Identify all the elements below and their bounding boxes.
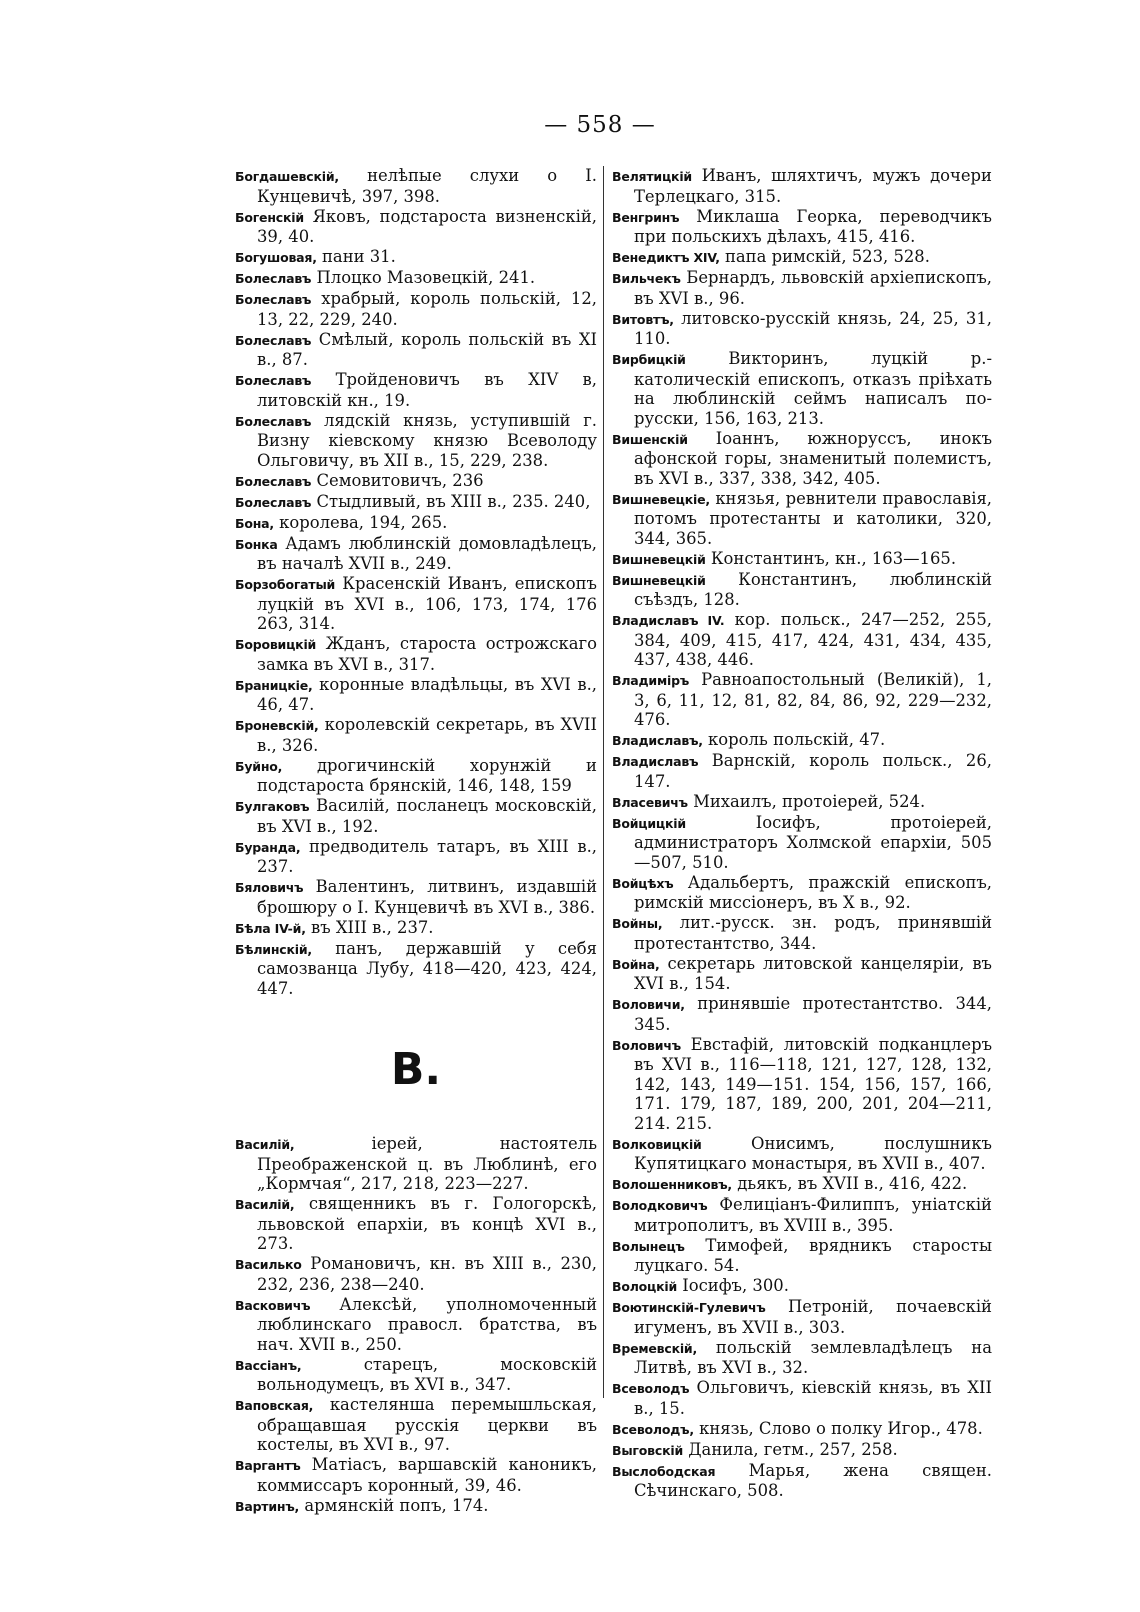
index-entry (612, 247, 992, 268)
entry-headword: Борзобогатый (235, 577, 336, 592)
index-entry (612, 166, 992, 206)
entry-text: Красенскій Иванъ, епископъ луцкій въ XVI в., 106, 173, 174, 176 263, 314. (257, 574, 597, 633)
entry-headword: Волынецъ (612, 1238, 685, 1254)
entry-text: лит.-русск. зн. родъ, принявшій протестантство, 344. (634, 913, 992, 953)
entry-headword: Бяловичъ (235, 880, 304, 895)
entry-text: дьякъ, въ XVII в., 416, 422. (737, 1174, 968, 1193)
index-entry (235, 634, 597, 674)
entry-headword: Бѣла IV-й, (235, 920, 306, 936)
entry-headword: Власевичъ (612, 794, 688, 810)
index-entry (235, 1455, 597, 1495)
entry-text: Алексѣй, уполномоченный люблинскаго правосл. братства, въ нач. XVII в., 250. (257, 1294, 597, 1354)
entry-text: Константинъ, кн., 163—165. (710, 548, 957, 568)
entry-headword: Владиславъ IV. (612, 613, 725, 628)
index-entry (235, 534, 597, 574)
entry-headword: Бѣлинскій, (235, 941, 312, 957)
index-entry (235, 756, 597, 796)
entry-text: кастелянша перемышльская, обращавшая русскія церкви въ костелы, въ XVI в., 97. (257, 1395, 597, 1454)
entry-headword: Болеславъ (235, 494, 312, 510)
entry-text: коронные владѣльцы, въ XVI в., 46, 47. (257, 674, 597, 714)
entry-headword: Венгринъ (612, 209, 680, 225)
index-entry (235, 166, 597, 206)
entry-text: князь, Слово о полку Игор., 478. (699, 1418, 983, 1438)
index-entry (235, 1134, 597, 1194)
entry-text: Жданъ, староста острожскаго замка въ XVI в., 317. (257, 634, 597, 674)
entry-text: Іоаннъ, южноруссъ, инокъ афонской горы, знаменитый полемистъ, въ XVI в., 337, 338, 342, 405. (634, 428, 993, 488)
entry-headword: Вассіанъ, (235, 1357, 302, 1373)
entry-headword: Булгаковъ (235, 799, 310, 814)
entry-text: Данила, гетм., 257, 258. (688, 1439, 898, 1459)
index-entry (612, 570, 992, 610)
entry-text: литовско-русскій князь, 24, 25, 31, 110. (634, 308, 992, 348)
entry-text: кор. польск., 247—252, 255, 384, 409, 415, 417, 424, 431, 434, 435, 437, 438, 446. (634, 610, 992, 669)
index-entry (235, 1254, 597, 1294)
entry-text: Викторинъ, луцкій р.-католическій епископъ, отказъ пріѣхать на люблинскій сеймъ написалъ по-русски, 156, 163, 213. (634, 349, 992, 428)
entry-text: Тимофей, врядникъ старосты луцкаго. 54. (634, 1235, 992, 1275)
entry-text: Іосифъ, 300. (682, 1276, 789, 1295)
left-column (235, 166, 597, 1517)
entry-text: Варнскій, король польск., 26, 147. (634, 751, 992, 791)
entry-text: дрогичинскій хорунжій и подстароста брянскій, 146, 148, 159 (257, 755, 597, 795)
index-entry (612, 1440, 992, 1461)
entry-text: Онисимъ, послушникъ Купятицкаго монастыря, въ XVII в., 407. (634, 1133, 992, 1173)
entry-headword: Вишневецкій (612, 572, 706, 588)
entry-text: пани 31. (322, 247, 396, 266)
entry-headword: Войны, (612, 916, 663, 931)
entry-headword: Боровицкій (235, 637, 317, 652)
right-column (612, 166, 992, 1501)
entry-text: Іосифъ, протоіерей, администраторъ Холмской епархіи, 505—507, 510. (634, 812, 992, 872)
entry-text: Равноапостольный (Великій), 1, 3, 6, 11, 12, 81, 82, 84, 86, 92, 229—232, 476. (634, 670, 992, 729)
entry-text: Иванъ, шляхтичъ, мужъ дочери Терлецкаго, 315. (634, 166, 992, 206)
entry-headword: Василько (235, 1257, 302, 1272)
entry-headword: Воловичъ (612, 1037, 681, 1053)
entry-text: Яковъ, подстароста визненскій, 39, 40. (257, 206, 597, 246)
entry-headword: Воютинскій-Гулевичъ (612, 1300, 766, 1315)
entry-headword: Бона, (235, 515, 274, 531)
entry-headword: Витовтъ, (612, 311, 674, 327)
index-entry (235, 471, 597, 492)
index-entry (235, 939, 597, 999)
entry-headword: Воловичи, (612, 997, 685, 1012)
index-entry (612, 207, 992, 247)
index-entry (612, 792, 992, 813)
index-entry (612, 670, 992, 730)
index-entry (235, 247, 597, 268)
entry-headword: Владиславъ, (612, 733, 703, 748)
index-entry (612, 1236, 992, 1276)
entry-text: Фелиціанъ-Филиппъ, уніатскій митрополитъ, въ XVIII в., 395. (634, 1195, 992, 1235)
entry-headword: Ваповская, (235, 1398, 314, 1413)
entry-text: Адамъ люблинскій домовладѣлецъ, въ началѣ XVII в., 249. (257, 533, 597, 573)
entry-text: іерей, настоятель Преображенской ц. въ Люблинѣ, его „Кормчая“, 217, 218, 223—227. (257, 1134, 597, 1193)
entry-headword: Варгантъ (235, 1458, 301, 1473)
left-entries-a (235, 166, 597, 998)
entry-headword: Волошенниковъ, (612, 1177, 732, 1192)
index-entry (235, 411, 597, 471)
entry-headword: Владиславъ (612, 754, 699, 769)
entry-text: папа римскій, 523, 528. (724, 247, 930, 266)
index-entry (612, 1338, 992, 1378)
index-entry (612, 349, 992, 428)
index-entry (612, 429, 992, 489)
entry-headword: Володковичъ (612, 1198, 708, 1213)
entry-text: нелѣпые слухи о І. Кунцевичѣ, 397, 398. (257, 166, 597, 206)
entry-text: Евстафій, литовскій подканцлеръ въ XVI в., 116—118, 121, 127, 128, 132, 142, 143, 149—151. 154, 156, 157, 166, 171. 179, 187, 189, 200, 201, 204—211, 214. 215. (634, 1034, 992, 1133)
entry-headword: Богенскій (235, 209, 304, 225)
entry-headword: Болеславъ (235, 413, 312, 429)
entry-headword: Волоцкій (612, 1279, 678, 1294)
index-entry (612, 1378, 992, 1418)
index-entry (612, 954, 992, 994)
index-entry (235, 289, 597, 329)
section-letter: В. (390, 1044, 442, 1095)
column-divider (603, 166, 604, 1398)
entry-text: Тройденовичъ въ XIV в, литовскій кн., 19. (257, 370, 597, 410)
index-entry (612, 1195, 992, 1235)
index-entry (612, 751, 992, 791)
entry-headword: Выслободская (612, 1463, 716, 1479)
entry-headword: Выговскій (612, 1442, 683, 1458)
entry-headword: Вишневецкіе, (612, 491, 710, 507)
entry-headword: Вартинъ, (235, 1498, 300, 1514)
entry-text: секретарь литовской канцеляріи, въ XVI в., 154. (634, 953, 992, 993)
index-entry (235, 268, 597, 289)
entry-headword: Вильчекъ (612, 271, 681, 286)
entry-text: Стыдливый, въ XIII в., 235. 240, (316, 491, 591, 511)
index-entry (235, 1496, 597, 1517)
entry-text: Матіасъ, варшавскій каноникъ, коммиссаръ коронный, 39, 46. (257, 1455, 597, 1495)
entry-headword: Вишневецкій (612, 551, 706, 567)
entry-headword: Богдашевскій, (235, 169, 339, 184)
index-entry (235, 492, 597, 513)
index-entry (612, 549, 992, 570)
index-entry (235, 574, 597, 634)
index-entry (235, 918, 597, 939)
entry-headword: Болеславъ (235, 332, 312, 348)
entry-text: Миклаша Георка, переводчикъ при польскихъ дѣлахъ, 415, 416. (634, 206, 992, 246)
entry-headword: Броневскій, (235, 718, 319, 733)
entry-headword: Болеславъ (235, 292, 312, 307)
left-entries-b (235, 1134, 597, 1516)
entry-headword: Браницкіе, (235, 677, 313, 693)
entry-headword: Буранда, (235, 839, 301, 855)
entry-text: лядскій князь, уступившій г. Визну кіевскому князю Всеволоду Ольговичу, въ XII в., 15, 229, 238. (257, 410, 597, 470)
entry-text: предводитель татаръ, въ XIII в., 237. (257, 836, 597, 876)
index-entry (612, 1297, 992, 1337)
entry-headword: Венедиктъ XIV, (612, 250, 720, 265)
entry-headword: Вирбицкій (612, 352, 686, 367)
entry-text: Михаилъ, протоіерей, 524. (693, 791, 926, 811)
entry-text: храбрый, король польскій, 12, 13, 22, 229, 240. (257, 289, 597, 329)
entry-headword: Всеволодъ (612, 1381, 690, 1396)
entry-headword: Владиміръ (612, 673, 690, 688)
entry-text: въ XIII в., 237. (311, 917, 434, 937)
index-entry (235, 207, 597, 247)
entry-text: князья, ревнители православія, потомъ протестанты и католики, 320, 344, 365. (634, 488, 992, 548)
entry-headword: Василій, (235, 1137, 295, 1152)
entry-text: королевскій секретарь, въ XVII в., 326. (257, 715, 597, 755)
index-entry (612, 813, 992, 873)
entry-headword: Времевскій, (612, 1340, 698, 1356)
entry-headword: Войцѣхъ (612, 875, 674, 891)
entry-text: старецъ, московскій вольнодумецъ, въ XVI в., 347. (257, 1354, 597, 1394)
entry-text: панъ, державшій у себя самозванца Лубу, 418—420, 423, 424, 447. (257, 938, 598, 998)
entry-text: польскій землевладѣлецъ на Литвѣ, въ XVI в., 32. (634, 1337, 992, 1377)
entry-text: Смѣлый, король польскій въ XI в., 87. (257, 329, 597, 369)
entry-text: Валентинъ, литвинъ, издавшій брошюру о І. Кунцевичѣ въ XVI в., 386. (257, 877, 598, 917)
index-entry (612, 1461, 992, 1501)
index-entry (612, 1276, 992, 1297)
index-entry (235, 513, 597, 534)
entry-headword: Волковицкій (612, 1136, 702, 1152)
entry-headword: Васковичъ (235, 1297, 311, 1313)
entry-headword: Болеславъ (235, 271, 312, 286)
index-entry (612, 913, 992, 953)
index-entry (235, 370, 597, 410)
index-entry (612, 994, 992, 1034)
index-entry (612, 309, 992, 349)
entry-headword: Бонка (235, 536, 278, 552)
index-entry (235, 675, 597, 715)
entry-headword: Всеволодъ, (612, 1421, 694, 1437)
entry-headword: Болеславъ (235, 373, 312, 388)
index-entry (235, 330, 597, 370)
entry-text: король польскій, 47. (708, 730, 886, 749)
entry-text: Адальбертъ, пражскій епископъ, римскій миссіонеръ, въ X в., 92. (634, 872, 993, 912)
page-number: — 558 — (544, 112, 656, 138)
entry-text: Бернардъ, львовскій архіепископъ, въ XVI в., 96. (634, 268, 993, 308)
index-entry (235, 1194, 597, 1254)
entry-headword: Болеславъ (235, 473, 312, 489)
index-entry (235, 1295, 597, 1355)
right-entries (612, 166, 992, 1501)
index-entry (235, 837, 597, 877)
index-entry (612, 1134, 992, 1174)
entry-text: принявшіе протестантство. 344, 345. (634, 994, 993, 1034)
index-entry (612, 268, 992, 308)
index-entry (612, 1419, 992, 1440)
entry-text: Петроній, почаевскій игуменъ, въ XVII в., 303. (634, 1297, 992, 1337)
index-entry (235, 1355, 597, 1395)
entry-headword: Войцицкій (612, 815, 686, 831)
entry-headword: Велятицкій (612, 169, 692, 184)
entry-text: Константинъ, люблинскій съѣздъ, 128. (634, 569, 992, 609)
index-entry (612, 610, 992, 670)
entry-text: королева, 194, 265. (279, 512, 448, 532)
index-entry (612, 730, 992, 751)
index-entry (235, 877, 597, 917)
entry-text: армянскій попъ, 174. (304, 1495, 489, 1515)
entry-text: Романовичъ, кн. въ XIII в., 230, 232, 236, 238—240. (257, 1254, 597, 1294)
entry-text: Василій, посланецъ московскій, въ XVI в., 192. (257, 796, 597, 836)
entry-text: Ольговичъ, кіевскій князь, въ XII в., 15. (634, 1378, 992, 1418)
index-entry (235, 796, 597, 836)
entry-text: Марья, жена священ. Сѣчинскаго, 508. (634, 1460, 992, 1500)
entry-headword: Василій, (235, 1197, 295, 1212)
entry-headword: Буйно, (235, 758, 283, 774)
entry-headword: Война, (612, 956, 660, 972)
index-entry (235, 715, 597, 755)
index-entry (612, 1035, 992, 1134)
entry-text: Семовитовичъ, 236 (316, 470, 484, 490)
index-entry (612, 873, 992, 913)
index-entry (612, 489, 992, 549)
entry-text: Плоцко Мазовецкій, 241. (316, 268, 536, 287)
entry-text: священникъ въ г. Гологорскѣ, львовской епархіи, въ концѣ XVI в., 273. (257, 1194, 597, 1253)
entry-headword: Вишенскій (612, 431, 688, 447)
index-entry (612, 1174, 992, 1195)
index-entry (235, 1395, 597, 1455)
entry-headword: Богушовая, (235, 250, 317, 265)
